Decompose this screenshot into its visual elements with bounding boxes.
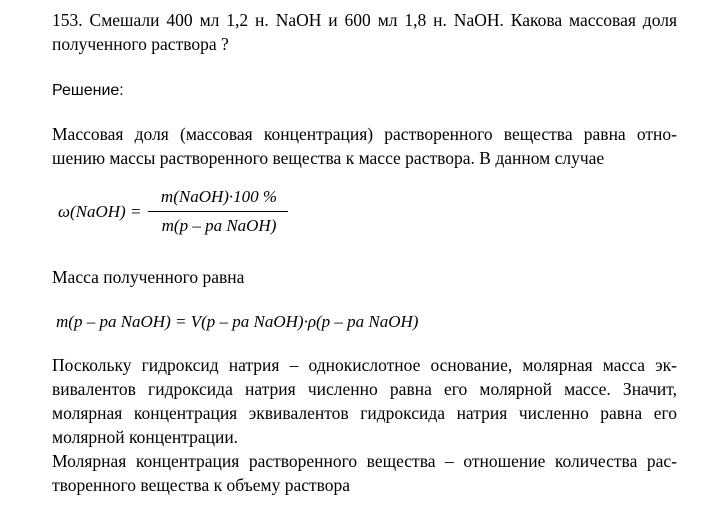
formula-1-fraction-bar	[148, 211, 288, 212]
problem-line-1: 153. Смешали 400 мл 1,2 н. NaOH и 600 мл 1,8 н. NaOH. Какова массовая доля	[52, 10, 677, 30]
solution-label: Решение:	[52, 82, 124, 99]
formula-2: m(p – pa NaOH) = V(p – pa NaOH)·ρ(p – pa NaOH)	[56, 312, 419, 331]
formula-1-lhs: ω(NaOH) =	[58, 202, 142, 221]
paragraph-1-line-1: Массовая доля (массовая концентрация) растворенного вещества равна отно-	[52, 124, 677, 144]
paragraph-3-line-2: вивалентов гидроксида натрия численно равна его молярной массе. Значит,	[52, 379, 677, 399]
paragraph-3-line-3: молярная концентрация эквивалентов гидроксида натрия численно равна его	[52, 403, 677, 423]
problem-line-2: полученного раствора ?	[52, 34, 229, 54]
document-page	[52, 0, 677, 514]
paragraph-3-line-1: Поскольку гидроксид натрия – однокислотное основание, молярная масса эк-	[52, 355, 677, 375]
paragraph-2: Масса полученного равна	[52, 267, 245, 287]
paragraph-4-line-1: Молярная концентрация растворенного вещества – отношение количества рас-	[52, 451, 677, 471]
paragraph-4-line-2: творенного вещества к объему раствора	[52, 475, 351, 495]
paragraph-3-line-4: молярной концентрации.	[52, 427, 239, 447]
paragraph-1-line-2: шению массы растворенного вещества к массе раствора. В данном случае	[52, 148, 605, 168]
formula-1-numerator: m(NaOH)·100 %	[160, 187, 278, 206]
formula-1-denominator: m(p – pa NaOH)	[161, 216, 277, 235]
